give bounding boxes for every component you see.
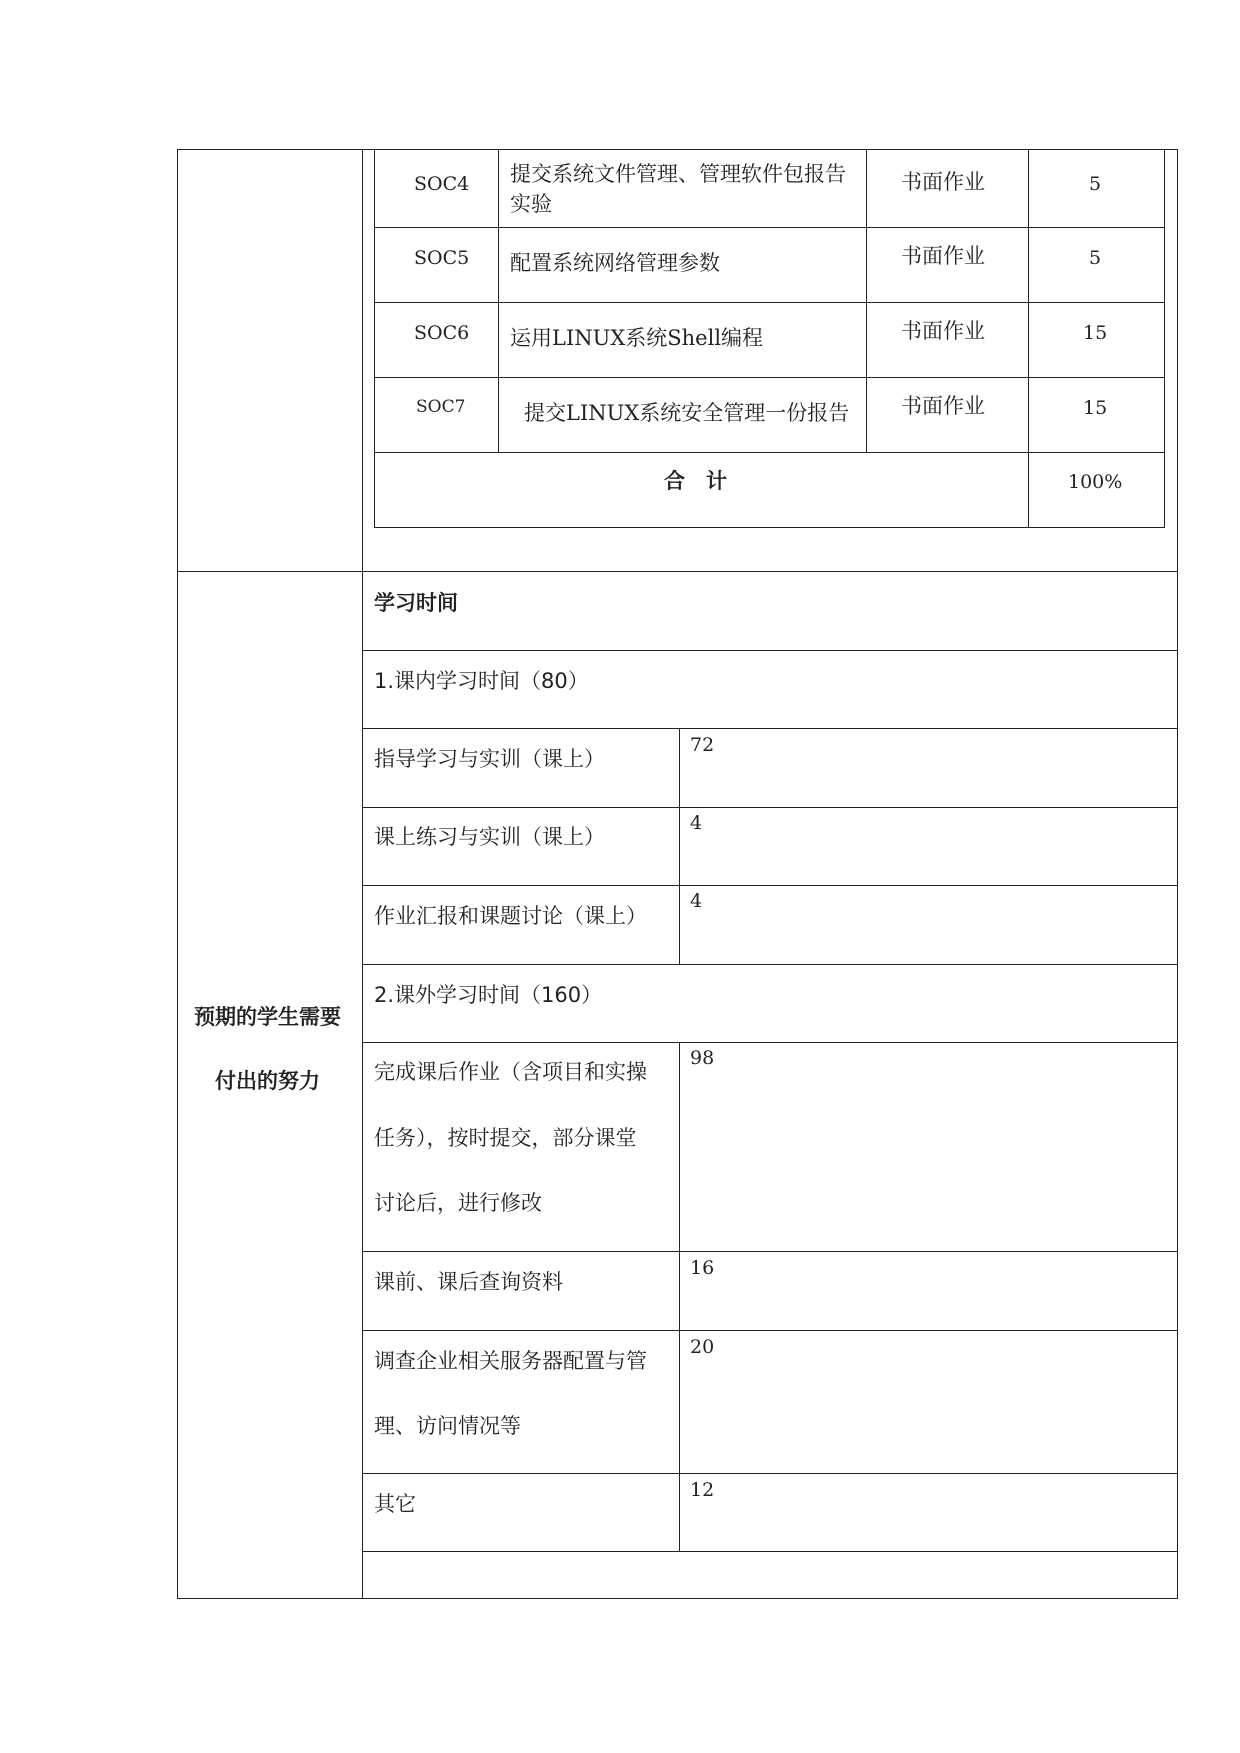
assessment-method: 书面作业 xyxy=(901,244,985,268)
assessment-code: SOC4 xyxy=(414,173,470,195)
assessment-content: 配置系统网络管理参数 xyxy=(510,251,720,275)
item-label: 课前、课后查询资料 xyxy=(374,1270,563,1294)
item-label: 其它 xyxy=(374,1492,416,1516)
assessment-content: 运用LINUX系统Shell编程 xyxy=(510,326,764,350)
assessment-method: 书面作业 xyxy=(901,170,985,194)
item-hours: 4 xyxy=(690,890,703,912)
assessment-method: 书面作业 xyxy=(901,319,985,343)
out-class-title: 2.课外学习时间（160） xyxy=(374,983,603,1007)
assessment-method: 书面作业 xyxy=(901,394,985,418)
study-time-heading: 学习时间 xyxy=(374,591,458,615)
item-hours: 98 xyxy=(690,1047,715,1069)
assessment-content: 提交LINUX系统安全管理一份报告 xyxy=(524,401,850,425)
assessment-code: SOC7 xyxy=(416,397,466,417)
item-hours: 16 xyxy=(690,1257,715,1279)
total-value: 100% xyxy=(1068,471,1123,493)
assessment-code: SOC5 xyxy=(414,247,470,269)
assessment-code: SOC6 xyxy=(414,322,470,344)
in-class-title: 1.课内学习时间（80） xyxy=(374,669,589,693)
item-label-cont: 理、访问情况等 xyxy=(374,1414,521,1438)
item-hours: 12 xyxy=(690,1479,715,1501)
item-label: 调查企业相关服务器配置与管 xyxy=(374,1349,647,1373)
item-label-cont: 任务），按时提交，部分课堂 xyxy=(374,1126,637,1150)
item-label-cont: 讨论后，进行修改 xyxy=(374,1191,542,1215)
effort-label-line2: 付出的努力 xyxy=(215,1069,320,1093)
item-hours: 20 xyxy=(690,1336,715,1358)
assessment-weight: 15 xyxy=(1083,322,1108,344)
item-label: 完成课后作业（含项目和实操 xyxy=(374,1060,647,1084)
item-label: 指导学习与实训（课上） xyxy=(374,747,605,771)
assessment-weight: 5 xyxy=(1089,173,1102,195)
assessment-weight: 5 xyxy=(1089,247,1102,269)
item-hours: 72 xyxy=(690,734,715,756)
item-hours: 4 xyxy=(690,812,703,834)
item-label: 课上练习与实训（课上） xyxy=(374,825,605,849)
assessment-content-cont: 实验 xyxy=(510,192,552,216)
assessment-content: 提交系统文件管理、管理软件包报告 xyxy=(510,162,846,186)
total-label: 合 计 xyxy=(664,469,727,493)
item-label: 作业汇报和课题讨论（课上） xyxy=(374,904,647,928)
effort-label-line1: 预期的学生需要 xyxy=(194,1005,341,1029)
assessment-weight: 15 xyxy=(1083,397,1108,419)
